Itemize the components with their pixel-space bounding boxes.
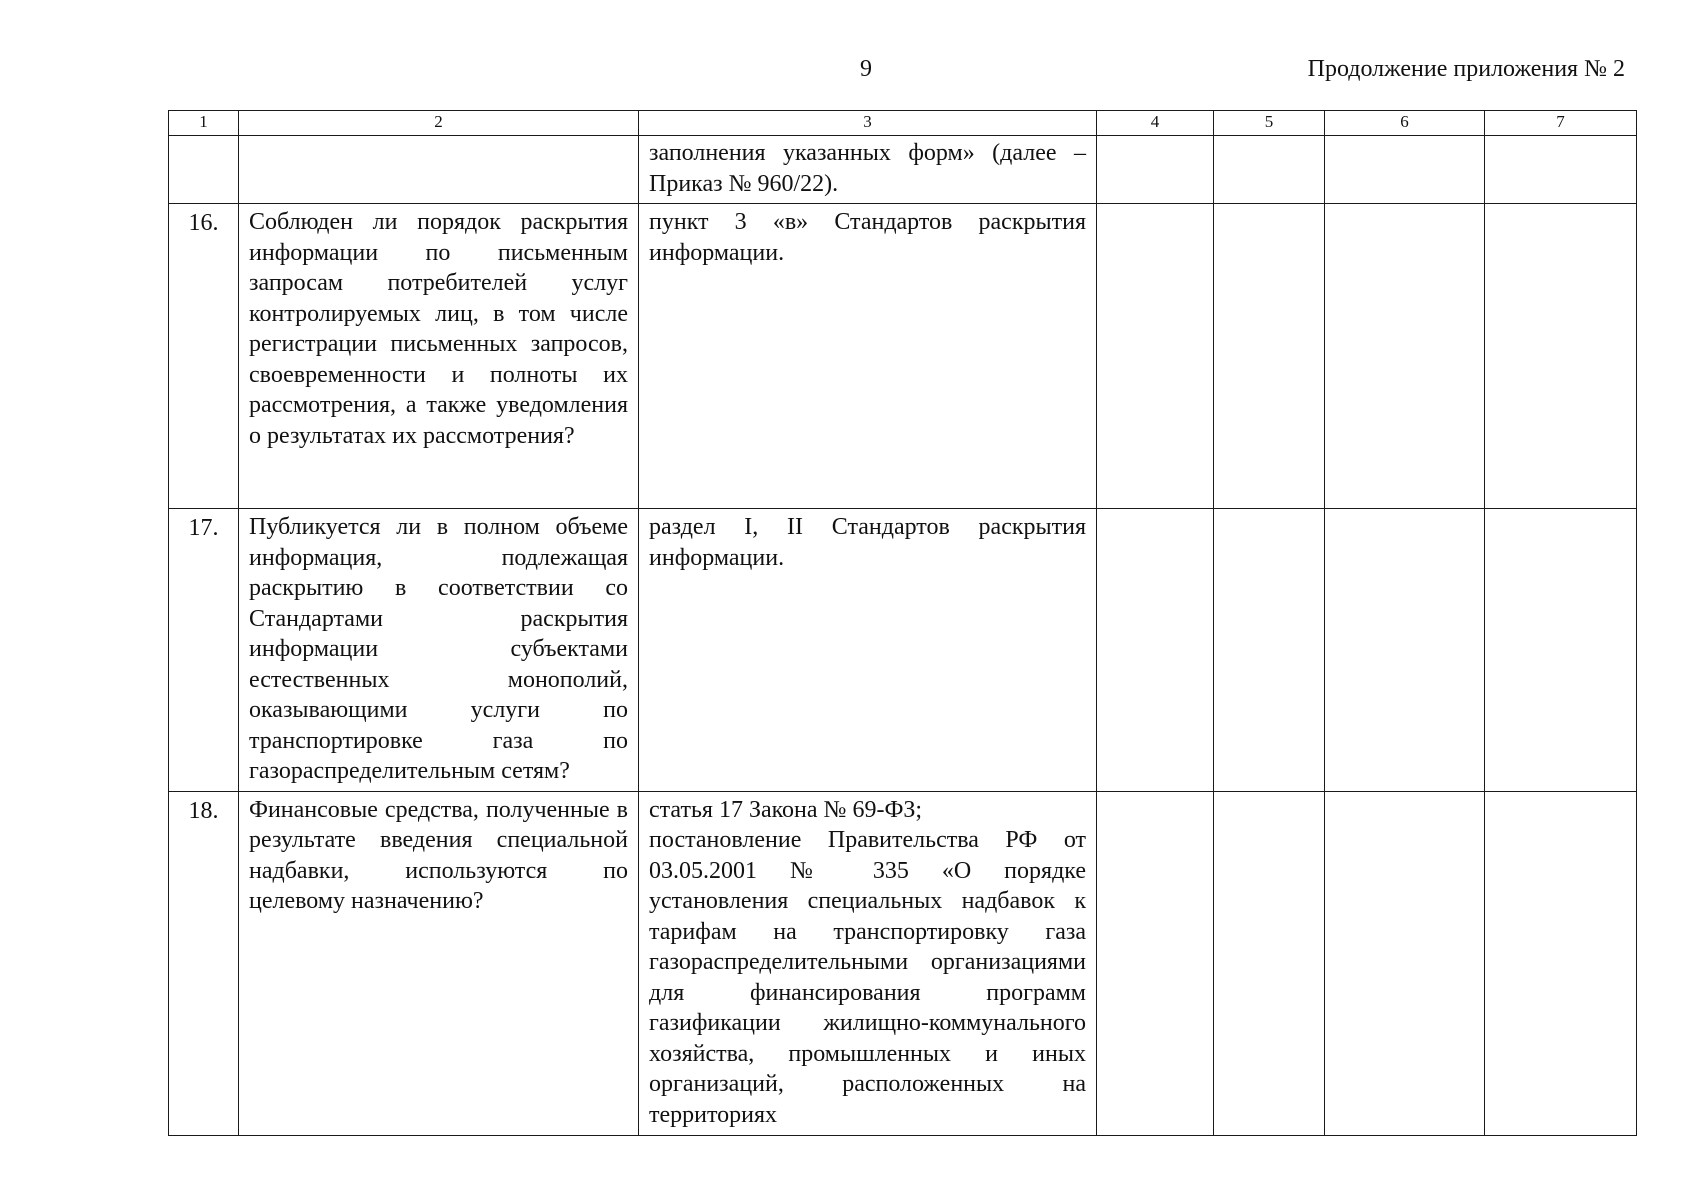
legal-basis-line: статья 17 Закона № 69-ФЗ;	[649, 796, 923, 823]
legal-basis-cell	[639, 791, 1097, 1135]
row-number: 17.	[169, 509, 239, 792]
empty-cell	[1485, 204, 1637, 509]
empty-cell	[1214, 509, 1325, 792]
empty-cell	[1097, 509, 1214, 792]
column-header: 4	[1097, 111, 1214, 136]
checklist-table	[168, 110, 1637, 1136]
row-number: 18.	[169, 791, 239, 1135]
question-cell: Соблюден ли порядок раскрытия информации по письменным запросам потребителей услуг контролируемых лиц, в том числе регистрации письменных запросов, своевременности и полноты их рассмотрения, а также уведомления о результатах их рассмотрения?	[239, 204, 639, 509]
empty-cell	[1485, 791, 1637, 1135]
column-header: 7	[1485, 111, 1637, 136]
column-header: 6	[1325, 111, 1485, 136]
empty-cell	[1214, 791, 1325, 1135]
empty-cell	[1485, 509, 1637, 792]
question-cell: Финансовые средства, полученные в результате введения специальной надбавки, используются по целевому назначению?	[239, 791, 639, 1135]
column-header: 1	[169, 111, 239, 136]
empty-cell	[1485, 136, 1637, 204]
row-number	[169, 136, 239, 204]
table-row	[169, 509, 1637, 792]
empty-cell	[1097, 791, 1214, 1135]
legal-basis-line: постановление Правительства РФ от 03.05.2001 № 335 «О порядке установления специальных надбавок к тарифам на транспортировку газа газораспределительными организациями для финансирования программ газификации жилищно-коммунального хозяйства, промышленных и иных организаций, расположенных на территориях	[649, 827, 1086, 1128]
empty-cell	[1325, 509, 1485, 792]
page-number: 9	[860, 56, 872, 82]
legal-basis-cell: пункт 3 «в» Стандартов раскрытия информации.	[639, 204, 1097, 509]
column-header: 3	[639, 111, 1097, 136]
empty-cell	[1325, 204, 1485, 509]
empty-cell	[1325, 136, 1485, 204]
question-cell	[239, 136, 639, 204]
column-header: 2	[239, 111, 639, 136]
empty-cell	[1214, 204, 1325, 509]
legal-basis-cell: раздел I, II Стандартов раскрытия информации.	[639, 509, 1097, 792]
table-row	[169, 204, 1637, 509]
empty-cell	[1214, 136, 1325, 204]
table-row	[169, 136, 1637, 204]
column-number-row	[169, 111, 1637, 136]
continuation-label: Продолжение приложения № 2	[1307, 56, 1625, 82]
question-cell: Публикуется ли в полном объеме информация, подлежащая раскрытию в соответствии со Стандартами раскрытия информации субъектами естественных монополий, оказывающими услуги по транспортировке газа по газораспределительным сетям?	[239, 509, 639, 792]
empty-cell	[1325, 791, 1485, 1135]
table-row	[169, 791, 1637, 1135]
empty-cell	[1097, 204, 1214, 509]
legal-basis-cell: заполнения указанных форм» (далее – Приказ № 960/22).	[639, 136, 1097, 204]
row-number: 16.	[169, 204, 239, 509]
column-header: 5	[1214, 111, 1325, 136]
empty-cell	[1097, 136, 1214, 204]
